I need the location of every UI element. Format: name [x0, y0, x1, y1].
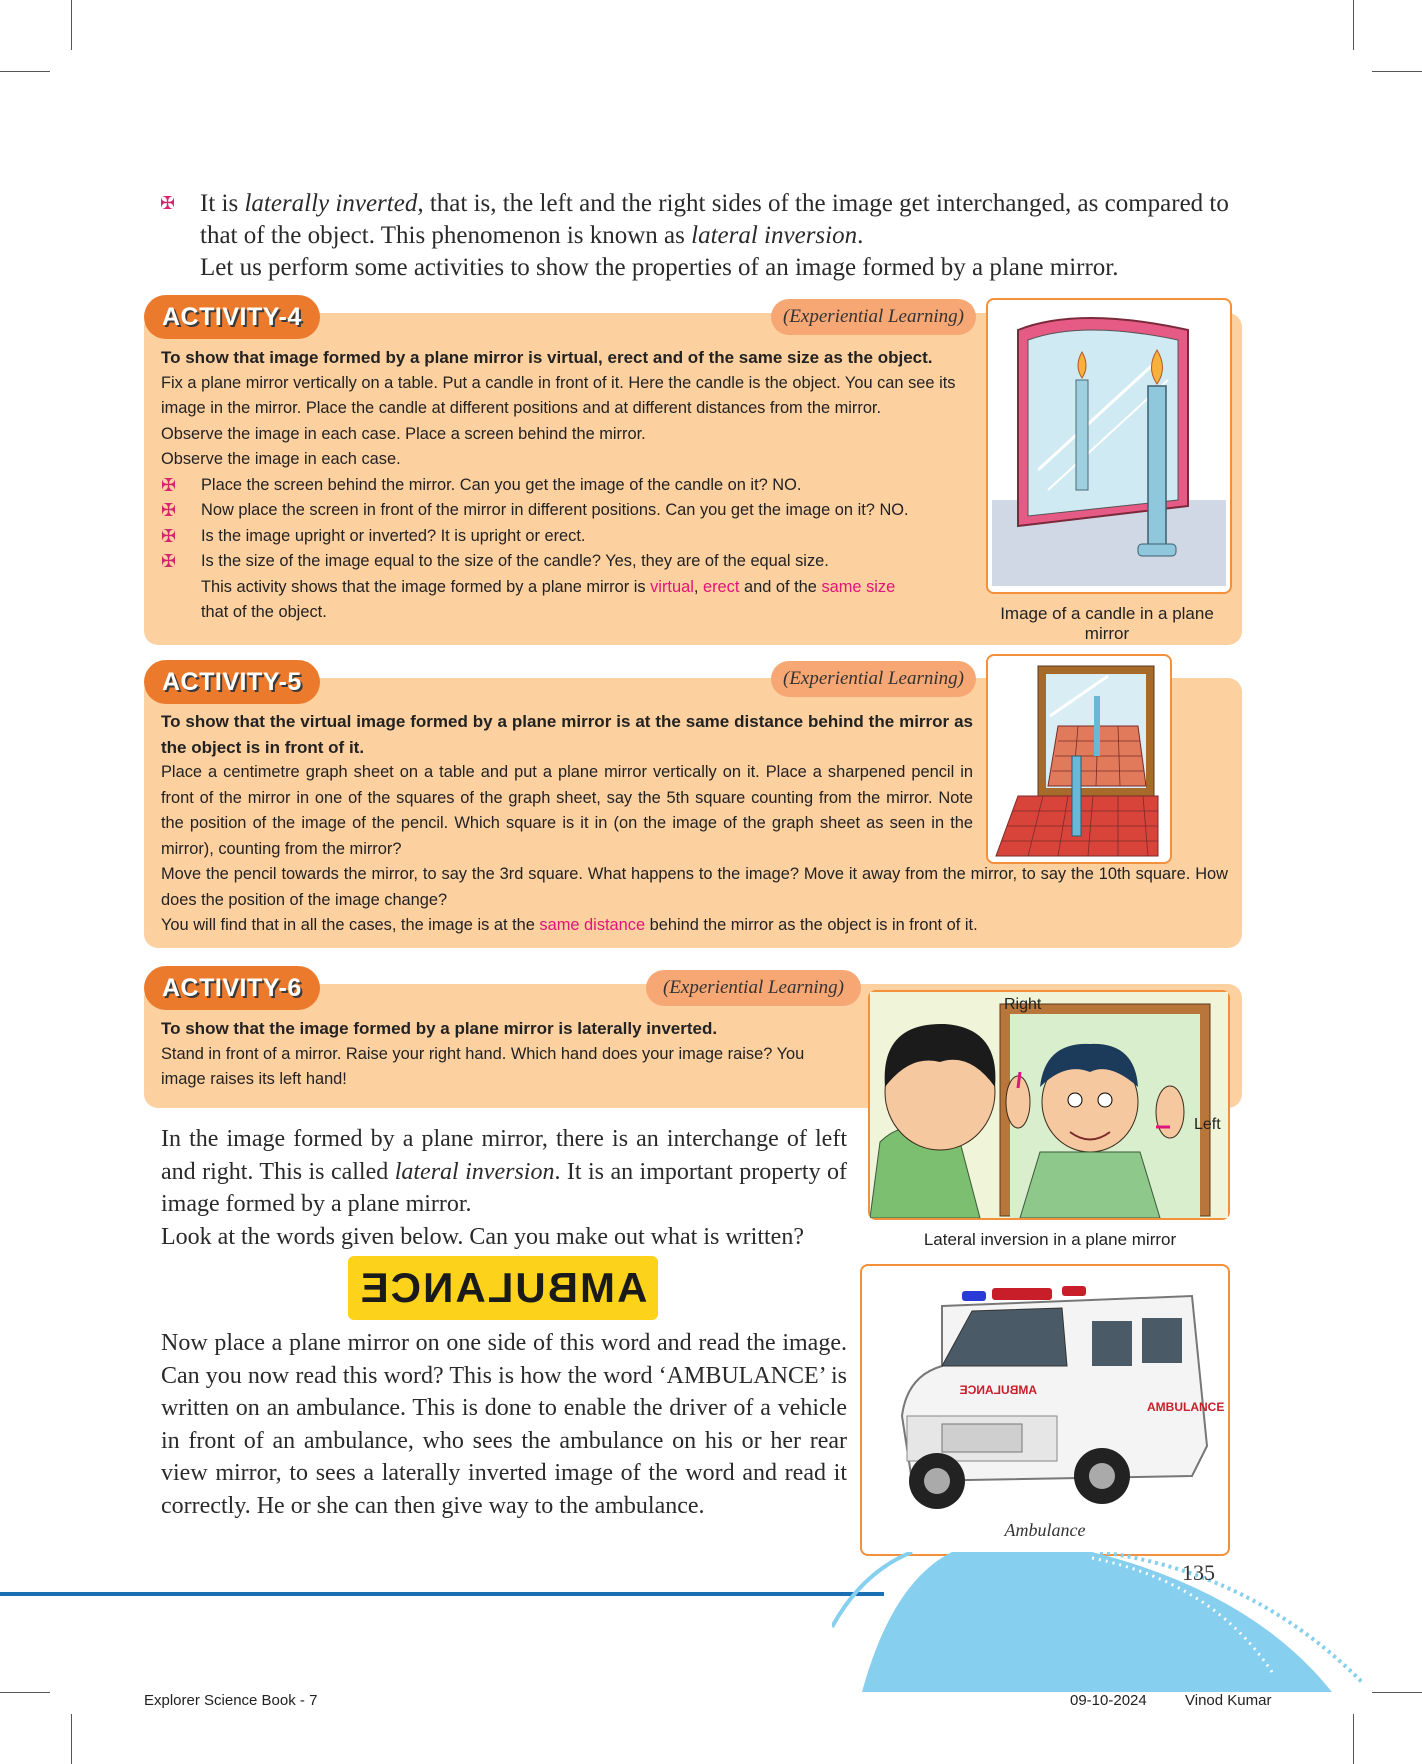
- activity-5-para: Move the pencil towards the mirror, to say the 3rd square. What happens to the image? Move it away from the mirror, to say the 10th square. How does the position of the image change?: [161, 865, 1228, 909]
- activity-6-tag: (Experiential Learning): [646, 970, 861, 1006]
- cross-bullet-icon: ✠: [161, 474, 177, 496]
- intro-follow-text: Let us perform some activities to show the properties of an image formed by a plane mirror.: [200, 254, 1119, 281]
- footer-book: Explorer Science Book - 7: [144, 1692, 318, 1709]
- activity-5-text-wide: [161, 862, 1228, 939]
- activity-4-aim: To show that image formed by a plane mirror is virtual, erect and of the same size as the object.: [161, 348, 933, 367]
- activity-4-bullet: ✠ Now place the screen in front of the mirror in different positions. Can you get the image on it? NO.: [161, 498, 973, 524]
- activity-5-tag: (Experiential Learning): [771, 661, 976, 697]
- footer-date: 09-10-2024: [1070, 1692, 1147, 1709]
- activity-4-para: Fix a plane mirror vertically on a table. Put a candle in front of it. Here the candle is the object. You can see its image in the mirror. Place the candle at different positions and at different distances from the mirror.: [161, 373, 956, 417]
- page-number: 135: [1182, 1560, 1215, 1585]
- crop-mark: [1353, 1714, 1354, 1764]
- activity-5-text: [161, 709, 973, 862]
- crop-mark: [1372, 71, 1422, 72]
- crop-mark: [0, 1692, 50, 1693]
- activity-4-bullet: ✠ Is the image upright or inverted? It is upright or erect.: [161, 524, 973, 550]
- crop-mark: [1372, 1692, 1422, 1693]
- activity-6-para: Stand in front of a mirror. Raise your right hand. Which hand does your image raise? You image raises its left hand!: [161, 1044, 805, 1088]
- activity-6-aim: To show that the image formed by a plane mirror is laterally inverted.: [161, 1019, 718, 1038]
- mirror-word-box: [348, 1256, 658, 1320]
- activity-6-caption: Lateral inversion in a plane mirror: [923, 1230, 1177, 1249]
- cross-bullet-icon: ✠: [160, 193, 176, 214]
- lateral-inversion-illustration: [868, 990, 1230, 1220]
- cross-bullet-icon: ✠: [161, 551, 177, 572]
- bottom-rule: [0, 1592, 884, 1596]
- body-para: In the image formed by a plane mirror, there is an interchange of left and right. This is called lateral inversion. It is an important property of image formed by a plane mirror.: [161, 1126, 848, 1217]
- right-label: Right: [1004, 996, 1042, 1013]
- activity-4-bullet: ✠ Place the screen behind the mirror. Can you get the image of the candle on it? NO.: [161, 473, 973, 499]
- body-para: Look at the words given below. Can you make out what is written?: [161, 1223, 804, 1250]
- activity-4-conclusion-end: that of the object.: [201, 603, 327, 621]
- ambulance-caption: Ambulance: [1004, 1520, 1086, 1540]
- activity-4-bullet: ✠ Is the size of the image equal to the size of the candle? Yes, they are of the equal size.: [161, 549, 973, 575]
- pencil-grid-illustration: [986, 654, 1172, 864]
- activity-4-text: [161, 345, 973, 626]
- activity-4-tag: (Experiential Learning): [771, 299, 976, 335]
- activity-4-caption: Image of a candle in a plane mirror: [1000, 604, 1214, 643]
- left-label: Left: [1194, 1116, 1221, 1133]
- svg-text:AMBULANCE: AMBULANCE: [1147, 1400, 1225, 1414]
- intro-section: [160, 188, 1232, 284]
- cross-bullet-icon: ✠: [161, 525, 177, 547]
- body-para: Now place a plane mirror on one side of this word and read the image. Can you now read this word? This is how the word ‘AMBULANCE’ is written on an ambulance. This is done to enable the driver of a vehicle in front of an ambulance, who sees the ambulance on his or her rear view mirror, to sees a laterally inverted image of the word and read it correctly. He or she can then give way to the ambulance.: [161, 1330, 847, 1519]
- svg-text:AMBULANCE: AMBULANCE: [959, 1383, 1037, 1397]
- lateral-inversion-paragraph: [161, 1123, 847, 1253]
- ambulance-illustration: [860, 1264, 1230, 1556]
- crop-mark: [0, 71, 50, 72]
- cross-bullet-icon: ✠: [161, 500, 177, 521]
- footer-author: Vinod Kumar: [1185, 1692, 1272, 1709]
- activity-5-badge: ACTIVITY-5: [144, 660, 320, 704]
- activity-5-para: Place a centimetre graph sheet on a table and put a plane mirror vertically on it. Place a sharpened pencil in front of the mirror in one of the squares of the graph sheet, say the 5th square counting from the mirror. Note the position of the image of the pencil. Which square is it in (on the image of the graph sheet as seen in the mirror), counting from the mirror?: [161, 763, 973, 858]
- activity-4-para: Observe the image in each case.: [161, 450, 401, 468]
- ambulance-paragraph: [161, 1327, 847, 1522]
- crop-mark: [71, 1714, 72, 1764]
- activity-5-aim: To show that the virtual image formed by a plane mirror is at the same distance behind the mirror as the object is in front of it.: [161, 712, 973, 757]
- intro-bullet-text: It is laterally inverted, that is, the left and the right sides of the image get interchanged, as compared to that of the object. This phenomenon is known as lateral inversion.: [200, 190, 1229, 249]
- activity-4-para: Observe the image in each case. Place a screen behind the mirror.: [161, 424, 646, 443]
- mirror-word: AMBULANCE: [358, 1264, 648, 1311]
- crop-mark: [1353, 0, 1354, 50]
- activity-6-text: [161, 1016, 847, 1093]
- crop-mark: [71, 0, 72, 50]
- activity-4-badge: ACTIVITY-4: [144, 295, 320, 339]
- activity-4-conclusion: This activity shows that the image formed by a plane mirror is virtual, erect and of the same size: [201, 577, 896, 596]
- activity-6-badge: ACTIVITY-6: [144, 966, 320, 1010]
- candle-mirror-illustration: [986, 298, 1232, 594]
- corner-decoration: [832, 1552, 1362, 1692]
- activity-5-conclusion: You will find that in all the cases, the image is at the same distance behind the mirror as the object is in front of it.: [161, 916, 978, 934]
